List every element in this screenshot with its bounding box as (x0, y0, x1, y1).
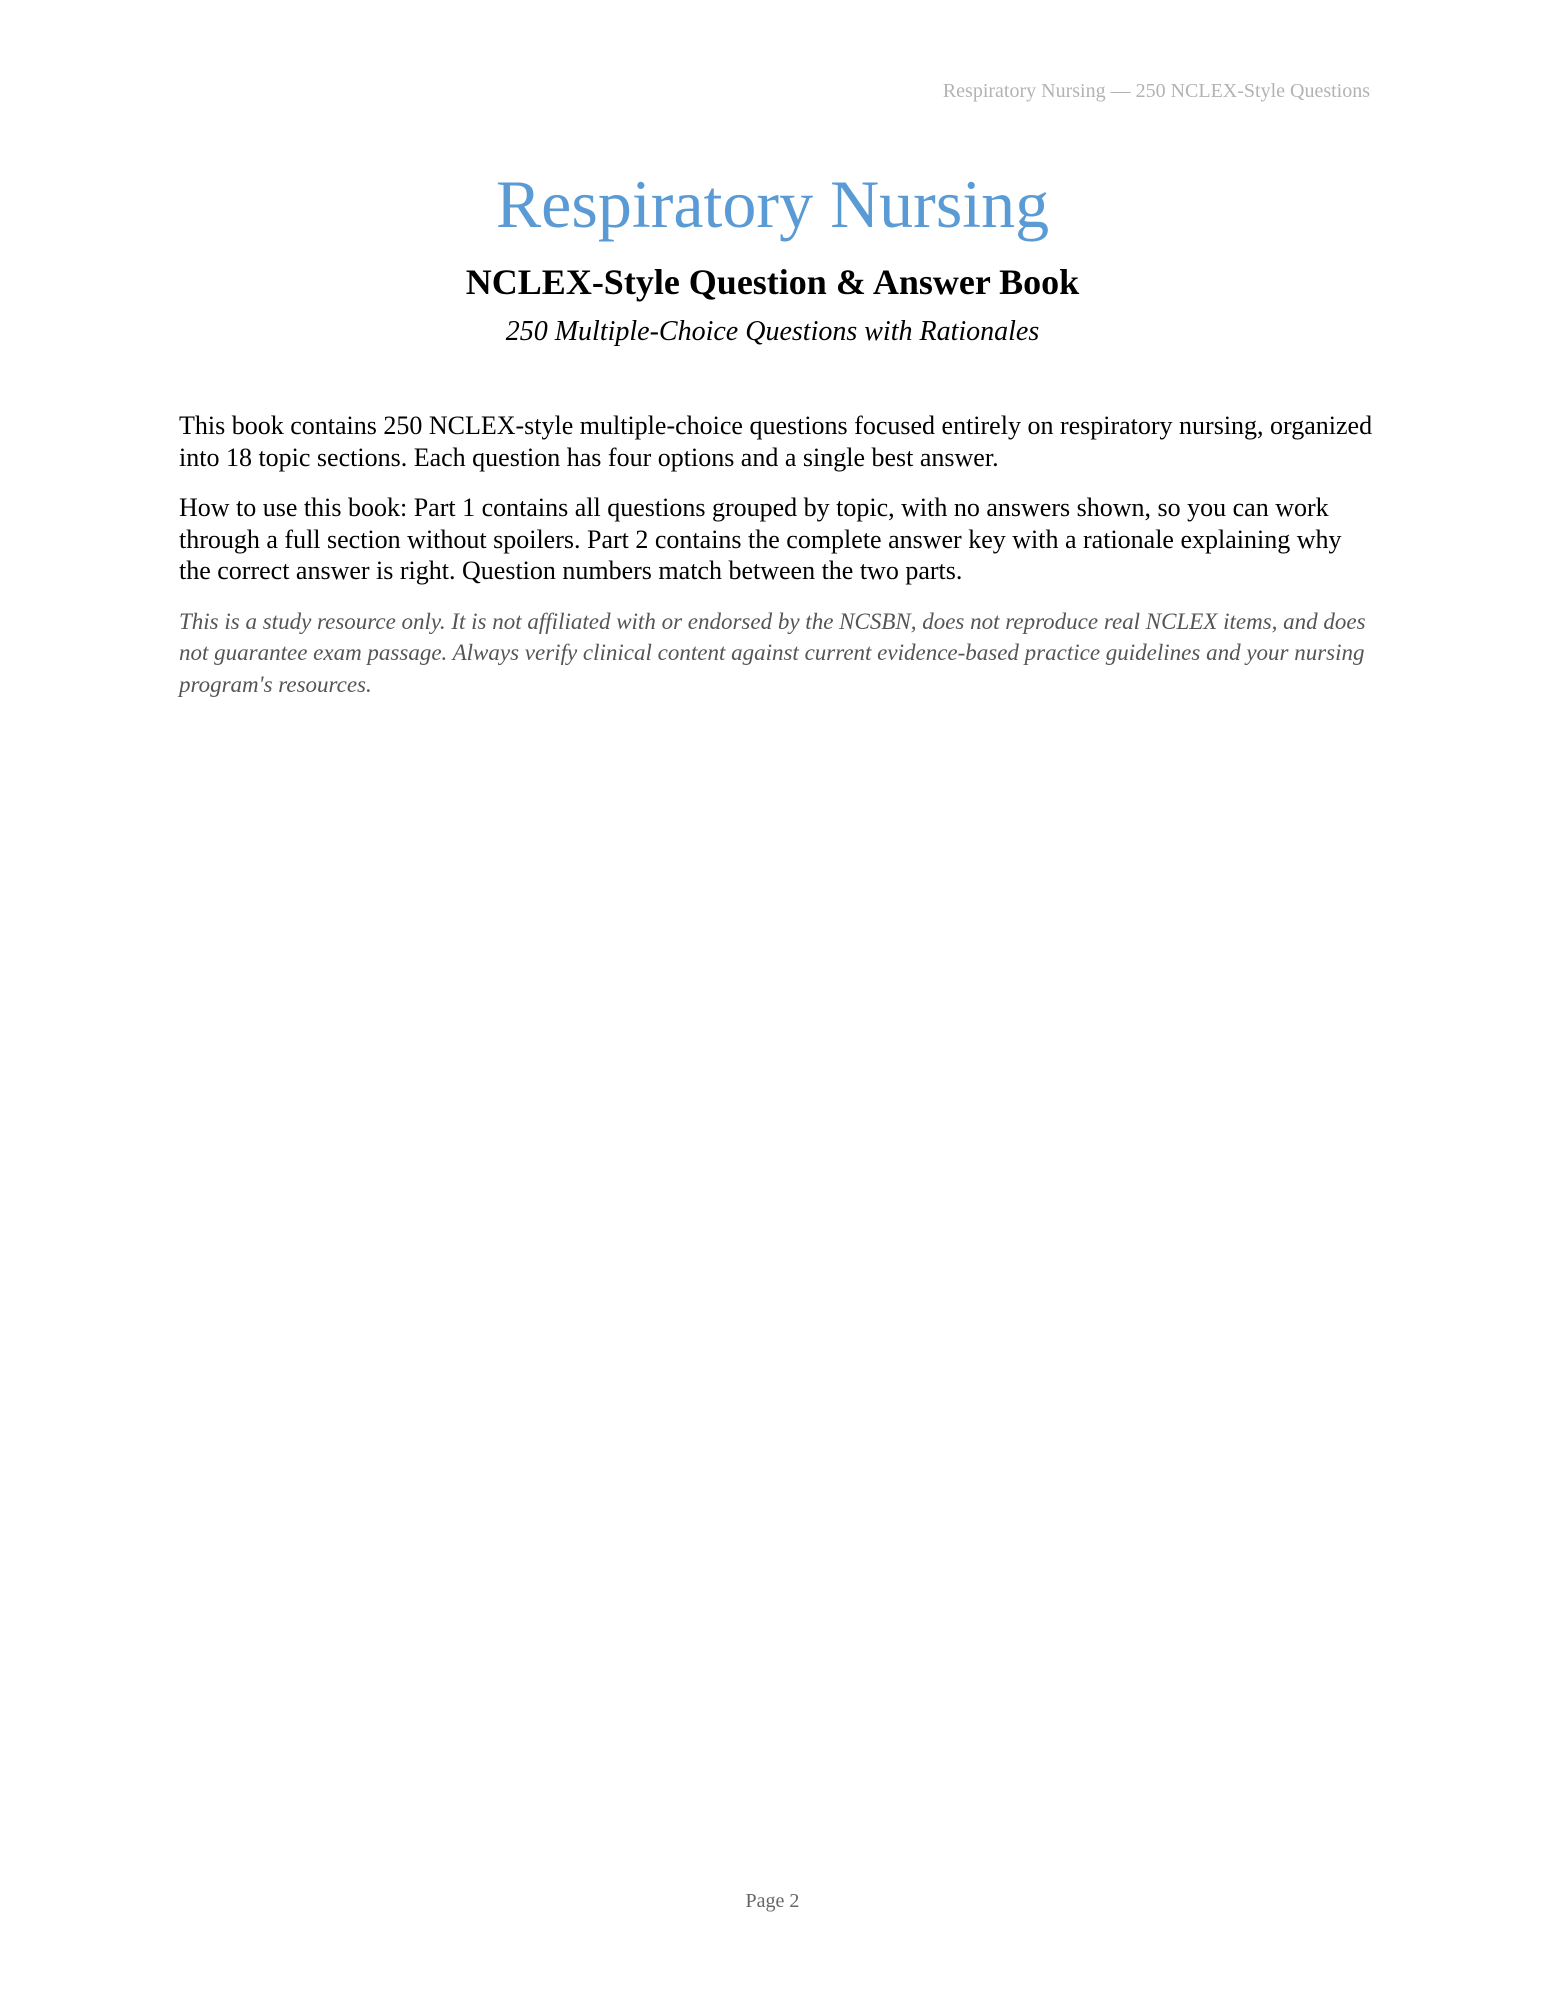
book-subtitle: NCLEX-Style Question & Answer Book (465, 262, 1080, 302)
book-title: Respiratory Nursing (495, 166, 1050, 242)
disclaimer-paragraph: This is a study resource only. It is not affiliated with or endorsed by the NCSBN, does not reproduce real NCLEX items, and does not guarantee exam passage. Always verify clinical content against current evidence-based practice guidelines and your nursing program's resources. (179, 608, 1366, 697)
book-tagline: 250 Multiple-Choice Questions with Rationales (505, 316, 1040, 347)
intro-paragraph: This book contains 250 NCLEX-style multiple-choice questions focused entirely on respiratory nursing, organized into 18 topic sections. Each question has four options and a single best answer. (179, 411, 1373, 472)
running-header: Respiratory Nursing — 250 NCLEX-Style Questions (942, 80, 1370, 102)
page-number: Page 2 (745, 1890, 800, 1912)
body-text (179, 410, 1374, 700)
title-block (0, 166, 1545, 347)
how-to-use-paragraph: How to use this book: Part 1 contains all questions grouped by topic, with no answers shown, so you can work through a full section without spoilers. Part 2 contains the complete answer key with a rationale explaining why the correct answer is right. Question numbers match between the two parts. (179, 493, 1342, 585)
